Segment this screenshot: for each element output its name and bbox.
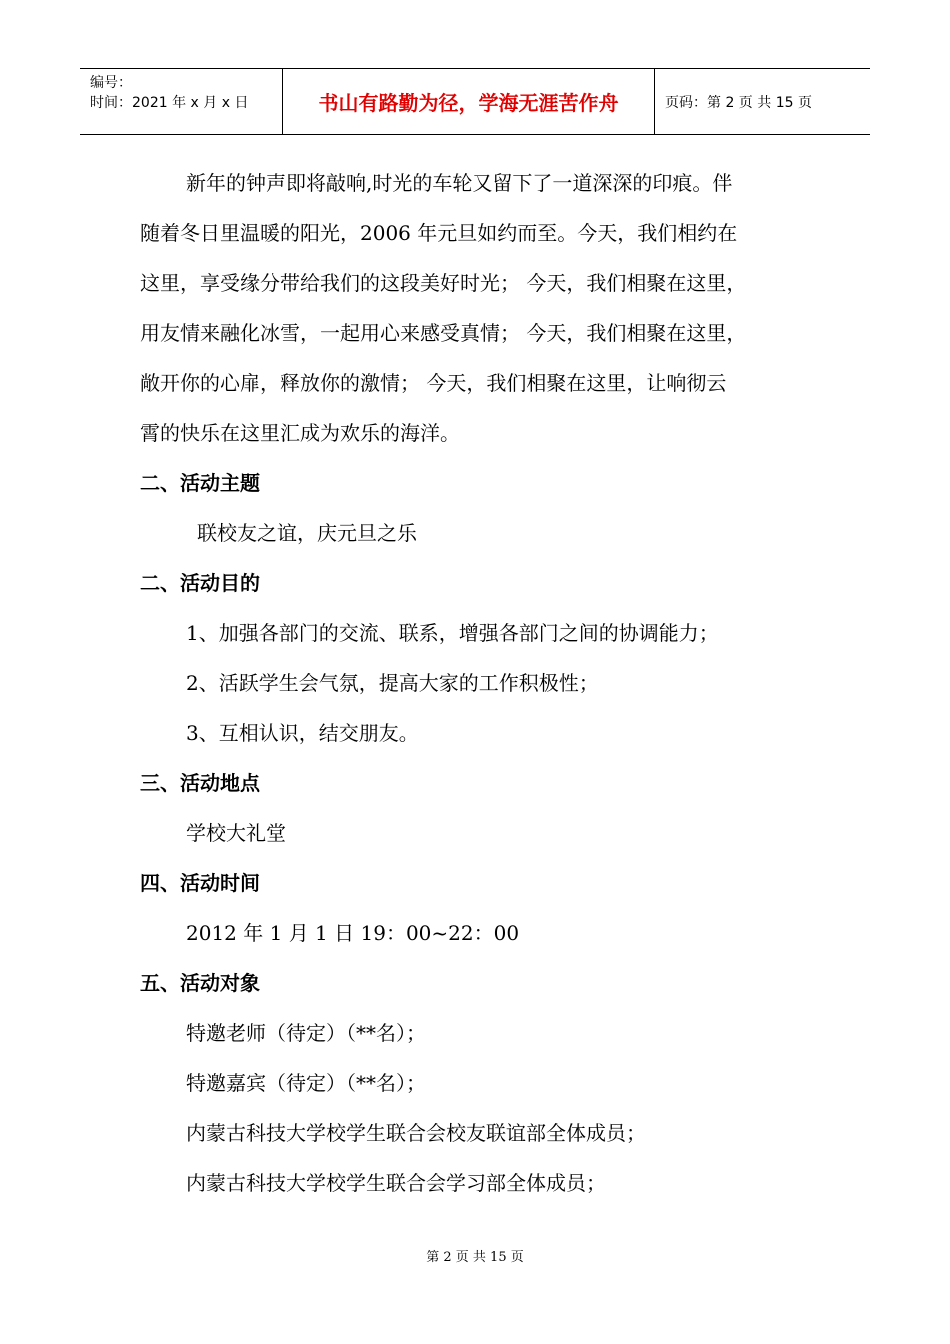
section-theme-title: 二、活动主题 — [140, 471, 260, 495]
intro-line: 用友情来融化冰雪，一起用心来感受真情； 今天，我们相聚在这里， — [140, 321, 747, 345]
intro-line: 新年的钟声即将敲响,时光的车轮又留下了一道深深的印痕。伴 — [186, 171, 733, 195]
place-text: 学校大礼堂 — [186, 821, 286, 845]
header-slogan: 书山有路勤为径，学海无涯苦作舟 — [283, 69, 655, 134]
header-time-label: 时间：2021 年 x 月 x 日 — [90, 95, 249, 111]
purpose-item: 3、互相认识，结交朋友。 — [186, 721, 419, 745]
target-item: 特邀老师（待定）（**名）； — [186, 1021, 426, 1045]
intro-line: 敞开你的心扉，释放你的激情； 今天，我们相聚在这里，让响彻云 — [140, 371, 727, 395]
page-footer: 第 2 页 共 15 页 — [426, 1250, 524, 1265]
header-number-label: 编号： — [90, 75, 132, 91]
intro-line: 随着冬日里温暖的阳光，2006 年元旦如约而至。今天，我们相约在 — [140, 221, 738, 245]
section-purpose-title: 二、活动目的 — [140, 571, 260, 595]
purpose-item: 2、活跃学生会气氛，提高大家的工作积极性； — [186, 671, 599, 695]
document-body — [140, 158, 820, 1208]
header-page-info: 页码：第 2 页 共 15 页 — [665, 94, 812, 111]
target-item: 内蒙古科技大学校学生联合会校友联谊部全体成员； — [186, 1121, 646, 1145]
time-text: 2012 年 1 月 1 日 19：00~22：00 — [186, 921, 520, 945]
section-target-title: 五、活动对象 — [140, 971, 260, 995]
page-header — [80, 68, 870, 135]
intro-line: 这里，享受缘分带给我们的这段美好时光； 今天，我们相聚在这里， — [140, 271, 747, 295]
target-item: 内蒙古科技大学校学生联合会学习部全体成员； — [186, 1171, 606, 1195]
section-place-title: 三、活动地点 — [140, 771, 260, 795]
intro-line: 霄的快乐在这里汇成为欢乐的海洋。 — [140, 421, 460, 445]
purpose-item: 1、加强各部门的交流、联系，增强各部门之间的协调能力； — [186, 621, 719, 645]
target-item: 特邀嘉宾（待定）（**名）； — [186, 1071, 426, 1095]
section-time-title: 四、活动时间 — [140, 871, 260, 895]
theme-text: 联校友之谊，庆元旦之乐 — [197, 521, 417, 545]
header-left-cell — [80, 69, 283, 134]
